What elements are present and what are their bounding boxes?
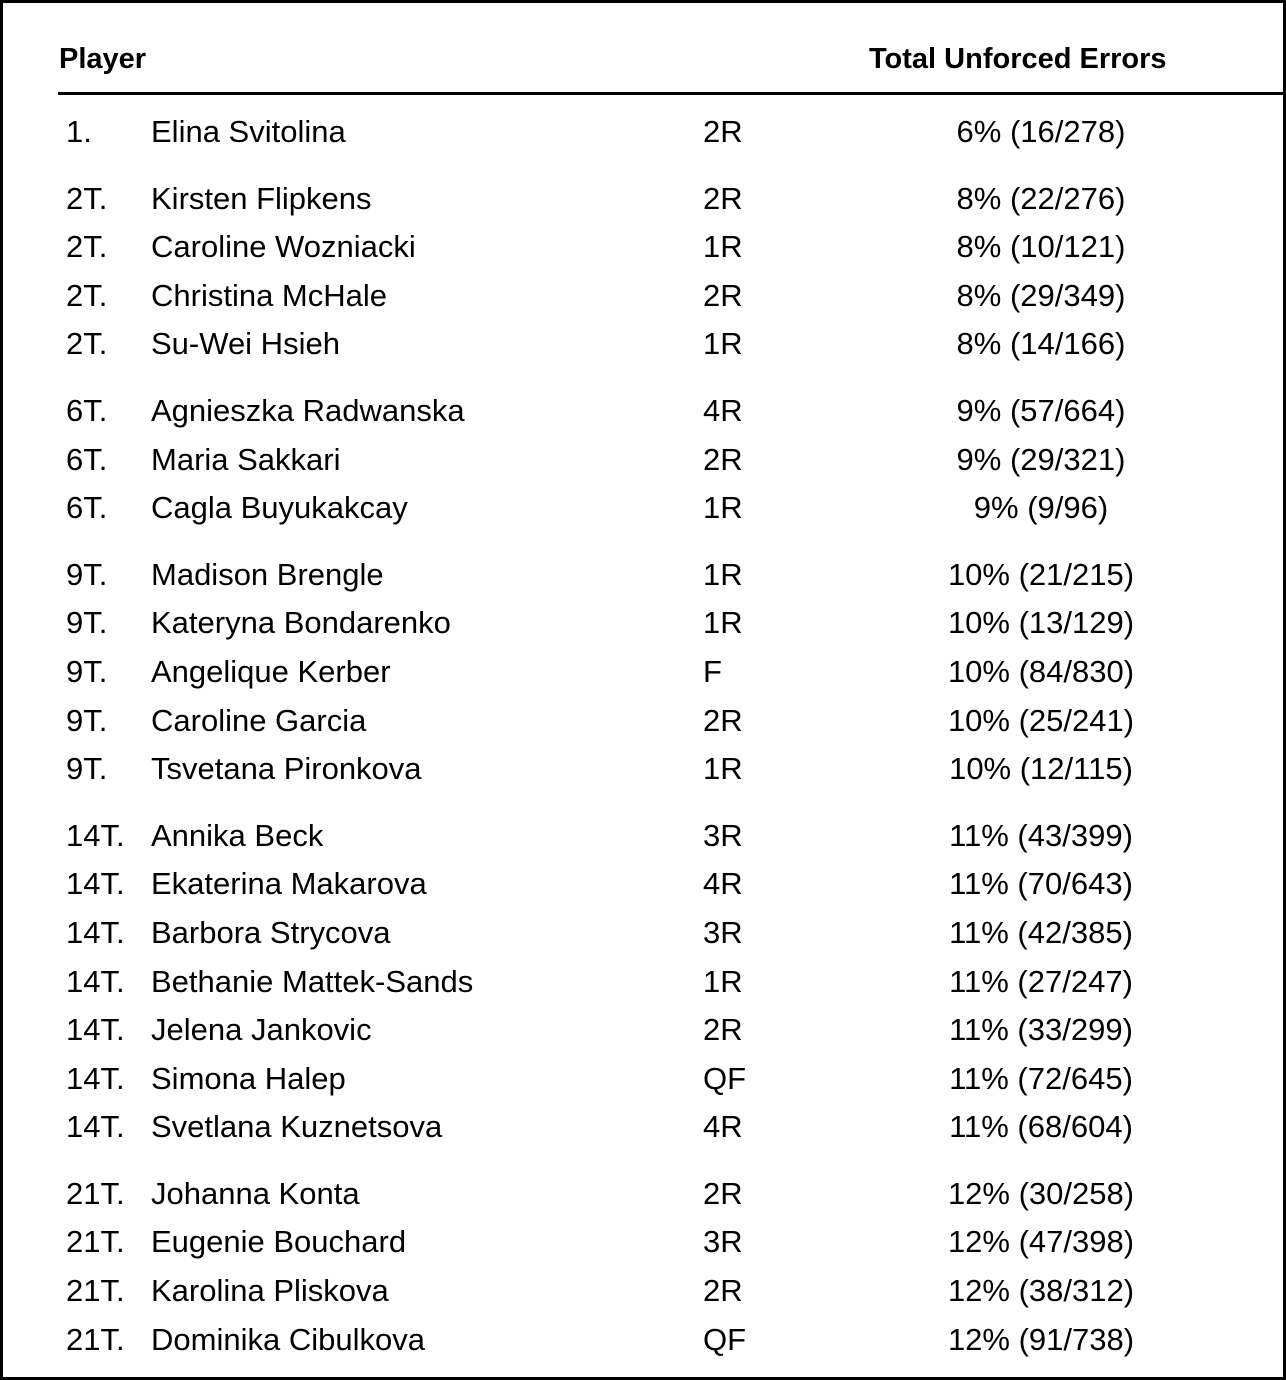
player-name-cell: Eugenie Bouchard	[151, 1224, 407, 1260]
unforced-errors-cell: 11% (33/299)	[949, 1012, 1133, 1048]
table-row	[3, 388, 1286, 437]
table-row	[3, 698, 1286, 747]
rank-group	[3, 552, 1286, 795]
table-row	[3, 321, 1286, 370]
round-cell: 2R	[703, 180, 743, 216]
rank-group	[3, 1171, 1286, 1365]
round-cell: QF	[703, 1321, 747, 1357]
player-name-cell: Cagla Buyukakcay	[151, 490, 408, 526]
rank-cell: 1.	[66, 114, 92, 149]
player-name-cell: Svetlana Kuznetsova	[151, 1109, 443, 1145]
column-header-total-unforced-errors: Total Unforced Errors	[869, 43, 1167, 75]
player-name-cell: Simona Halep	[151, 1060, 346, 1096]
player-name-cell: Kateryna Bondarenko	[151, 605, 451, 641]
rank-cell: 14T.	[66, 963, 125, 999]
player-name-cell: Bethanie Mattek-Sands	[151, 963, 474, 999]
player-name-cell: Johanna Konta	[151, 1175, 360, 1211]
unforced-errors-cell: 9% (9/96)	[973, 490, 1109, 526]
table-row	[3, 224, 1286, 273]
rank-cell: 2T.	[66, 180, 108, 216]
unforced-errors-cell: 10% (84/830)	[947, 653, 1135, 689]
round-cell: 1R	[703, 326, 743, 362]
round-cell: 3R	[703, 817, 743, 853]
table-row	[3, 600, 1286, 649]
unforced-errors-cell: 8% (10/121)	[956, 229, 1126, 265]
round-cell: 2R	[703, 702, 743, 738]
rank-cell: 21T.	[66, 1273, 125, 1309]
unforced-errors-cell: 8% (14/166)	[956, 326, 1126, 362]
rank-cell: 6T.	[66, 441, 108, 477]
table-row	[3, 1268, 1286, 1317]
unforced-errors-cell: 11% (70/643)	[949, 866, 1133, 902]
rank-cell: 2T.	[66, 229, 108, 265]
unforced-errors-cell: 12% (30/258)	[947, 1175, 1135, 1211]
player-name-cell: Angelique Kerber	[151, 653, 391, 689]
round-cell: QF	[703, 1060, 747, 1096]
round-cell: 1R	[703, 963, 743, 999]
rank-cell: 9T.	[66, 653, 108, 689]
round-cell: 3R	[703, 1224, 743, 1260]
rank-cell: 9T.	[66, 556, 108, 592]
rank-cell: 14T.	[66, 866, 125, 902]
unforced-errors-cell: 9% (29/321)	[956, 441, 1126, 477]
rank-cell: 9T.	[66, 702, 108, 738]
unforced-errors-cell: 11% (43/399)	[949, 817, 1133, 853]
table-row	[3, 1219, 1286, 1268]
player-name-cell: Caroline Garcia	[151, 702, 367, 738]
column-header-player: Player	[59, 43, 147, 75]
rank-cell: 14T.	[66, 1012, 125, 1048]
table-row	[3, 746, 1286, 795]
table-row	[3, 649, 1286, 698]
table-row	[3, 1056, 1286, 1105]
table-row	[3, 437, 1286, 486]
round-cell: 4R	[703, 866, 743, 902]
round-cell: 2R	[703, 1012, 743, 1048]
rank-cell: 21T.	[66, 1175, 125, 1211]
unforced-errors-cell: 11% (42/385)	[949, 914, 1133, 950]
rank-group	[3, 388, 1286, 534]
round-cell: 2R	[703, 441, 743, 477]
unforced-errors-cell: 10% (12/115)	[949, 751, 1133, 787]
player-name-cell: Christina McHale	[151, 277, 388, 313]
player-name-cell: Jelena Jankovic	[151, 1012, 372, 1048]
rank-cell: 21T.	[66, 1321, 125, 1357]
round-cell: F	[703, 653, 722, 689]
unforced-errors-cell: 10% (13/129)	[947, 605, 1135, 641]
table-row	[3, 176, 1286, 225]
table-row	[3, 273, 1286, 322]
round-cell: 1R	[703, 556, 743, 592]
rank-cell: 2T.	[66, 326, 108, 362]
round-cell: 4R	[703, 392, 743, 428]
rank-cell: 2T.	[66, 277, 108, 313]
table-row	[3, 1007, 1286, 1056]
unforced-errors-cell: 10% (25/241)	[947, 702, 1135, 738]
table-row	[3, 1317, 1286, 1366]
table-row	[3, 485, 1286, 534]
rank-group	[3, 813, 1286, 1153]
rank-cell: 9T.	[66, 605, 108, 641]
header-divider	[58, 92, 1283, 95]
rank-cell: 21T.	[66, 1224, 125, 1260]
unforced-errors-cell: 6% (16/278)	[956, 114, 1126, 149]
round-cell: 1R	[703, 490, 743, 526]
player-name-cell: Elina Svitolina	[151, 114, 346, 149]
table-row	[3, 959, 1286, 1008]
rank-cell: 14T.	[66, 817, 125, 853]
table-row	[3, 813, 1286, 862]
player-name-cell: Agnieszka Radwanska	[151, 392, 465, 428]
round-cell: 2R	[703, 114, 743, 149]
rank-cell: 9T.	[66, 751, 108, 787]
player-name-cell: Dominika Cibulkova	[151, 1321, 425, 1357]
player-name-cell: Maria Sakkari	[151, 441, 341, 477]
player-name-cell: Caroline Wozniacki	[151, 229, 416, 265]
table-row	[3, 1171, 1286, 1220]
table-row	[3, 109, 1286, 158]
unforced-errors-cell: 9% (57/664)	[956, 392, 1126, 428]
rank-cell: 14T.	[66, 914, 125, 950]
player-name-cell: Kirsten Flipkens	[151, 180, 372, 216]
round-cell: 1R	[703, 229, 743, 265]
player-name-cell: Ekaterina Makarova	[151, 866, 427, 902]
round-cell: 1R	[703, 751, 743, 787]
table-row	[3, 1104, 1286, 1153]
unforced-errors-cell: 11% (72/645)	[949, 1060, 1133, 1096]
unforced-errors-cell: 12% (38/312)	[947, 1273, 1135, 1309]
table-row	[3, 861, 1286, 910]
round-cell: 3R	[703, 914, 743, 950]
rank-cell: 6T.	[66, 490, 108, 526]
unforced-errors-cell: 10% (21/215)	[947, 556, 1135, 592]
unforced-errors-cell: 12% (91/738)	[947, 1321, 1135, 1357]
round-cell: 2R	[703, 277, 743, 313]
rank-group	[3, 109, 1286, 158]
rank-cell: 14T.	[66, 1109, 125, 1145]
unforced-errors-cell: 8% (29/349)	[956, 277, 1126, 313]
player-name-cell: Madison Brengle	[151, 556, 384, 592]
rank-cell: 14T.	[66, 1060, 125, 1096]
round-cell: 2R	[703, 1273, 743, 1309]
rank-cell: 6T.	[66, 392, 108, 428]
table-body	[3, 109, 1286, 1365]
round-cell: 4R	[703, 1109, 743, 1145]
player-name-cell: Tsvetana Pironkova	[151, 751, 422, 787]
unforced-errors-cell: 11% (27/247)	[949, 963, 1133, 999]
unforced-errors-cell: 8% (22/276)	[956, 180, 1126, 216]
player-name-cell: Su-Wei Hsieh	[151, 326, 340, 362]
table-row	[3, 910, 1286, 959]
round-cell: 2R	[703, 1175, 743, 1211]
player-name-cell: Barbora Strycova	[151, 914, 391, 950]
table-row	[3, 552, 1286, 601]
unforced-errors-cell: 11% (68/604)	[949, 1109, 1133, 1145]
rank-group	[3, 176, 1286, 370]
player-name-cell: Karolina Pliskova	[151, 1273, 389, 1309]
player-name-cell: Annika Beck	[151, 817, 324, 853]
unforced-errors-cell: 12% (47/398)	[947, 1224, 1135, 1260]
round-cell: 1R	[703, 605, 743, 641]
